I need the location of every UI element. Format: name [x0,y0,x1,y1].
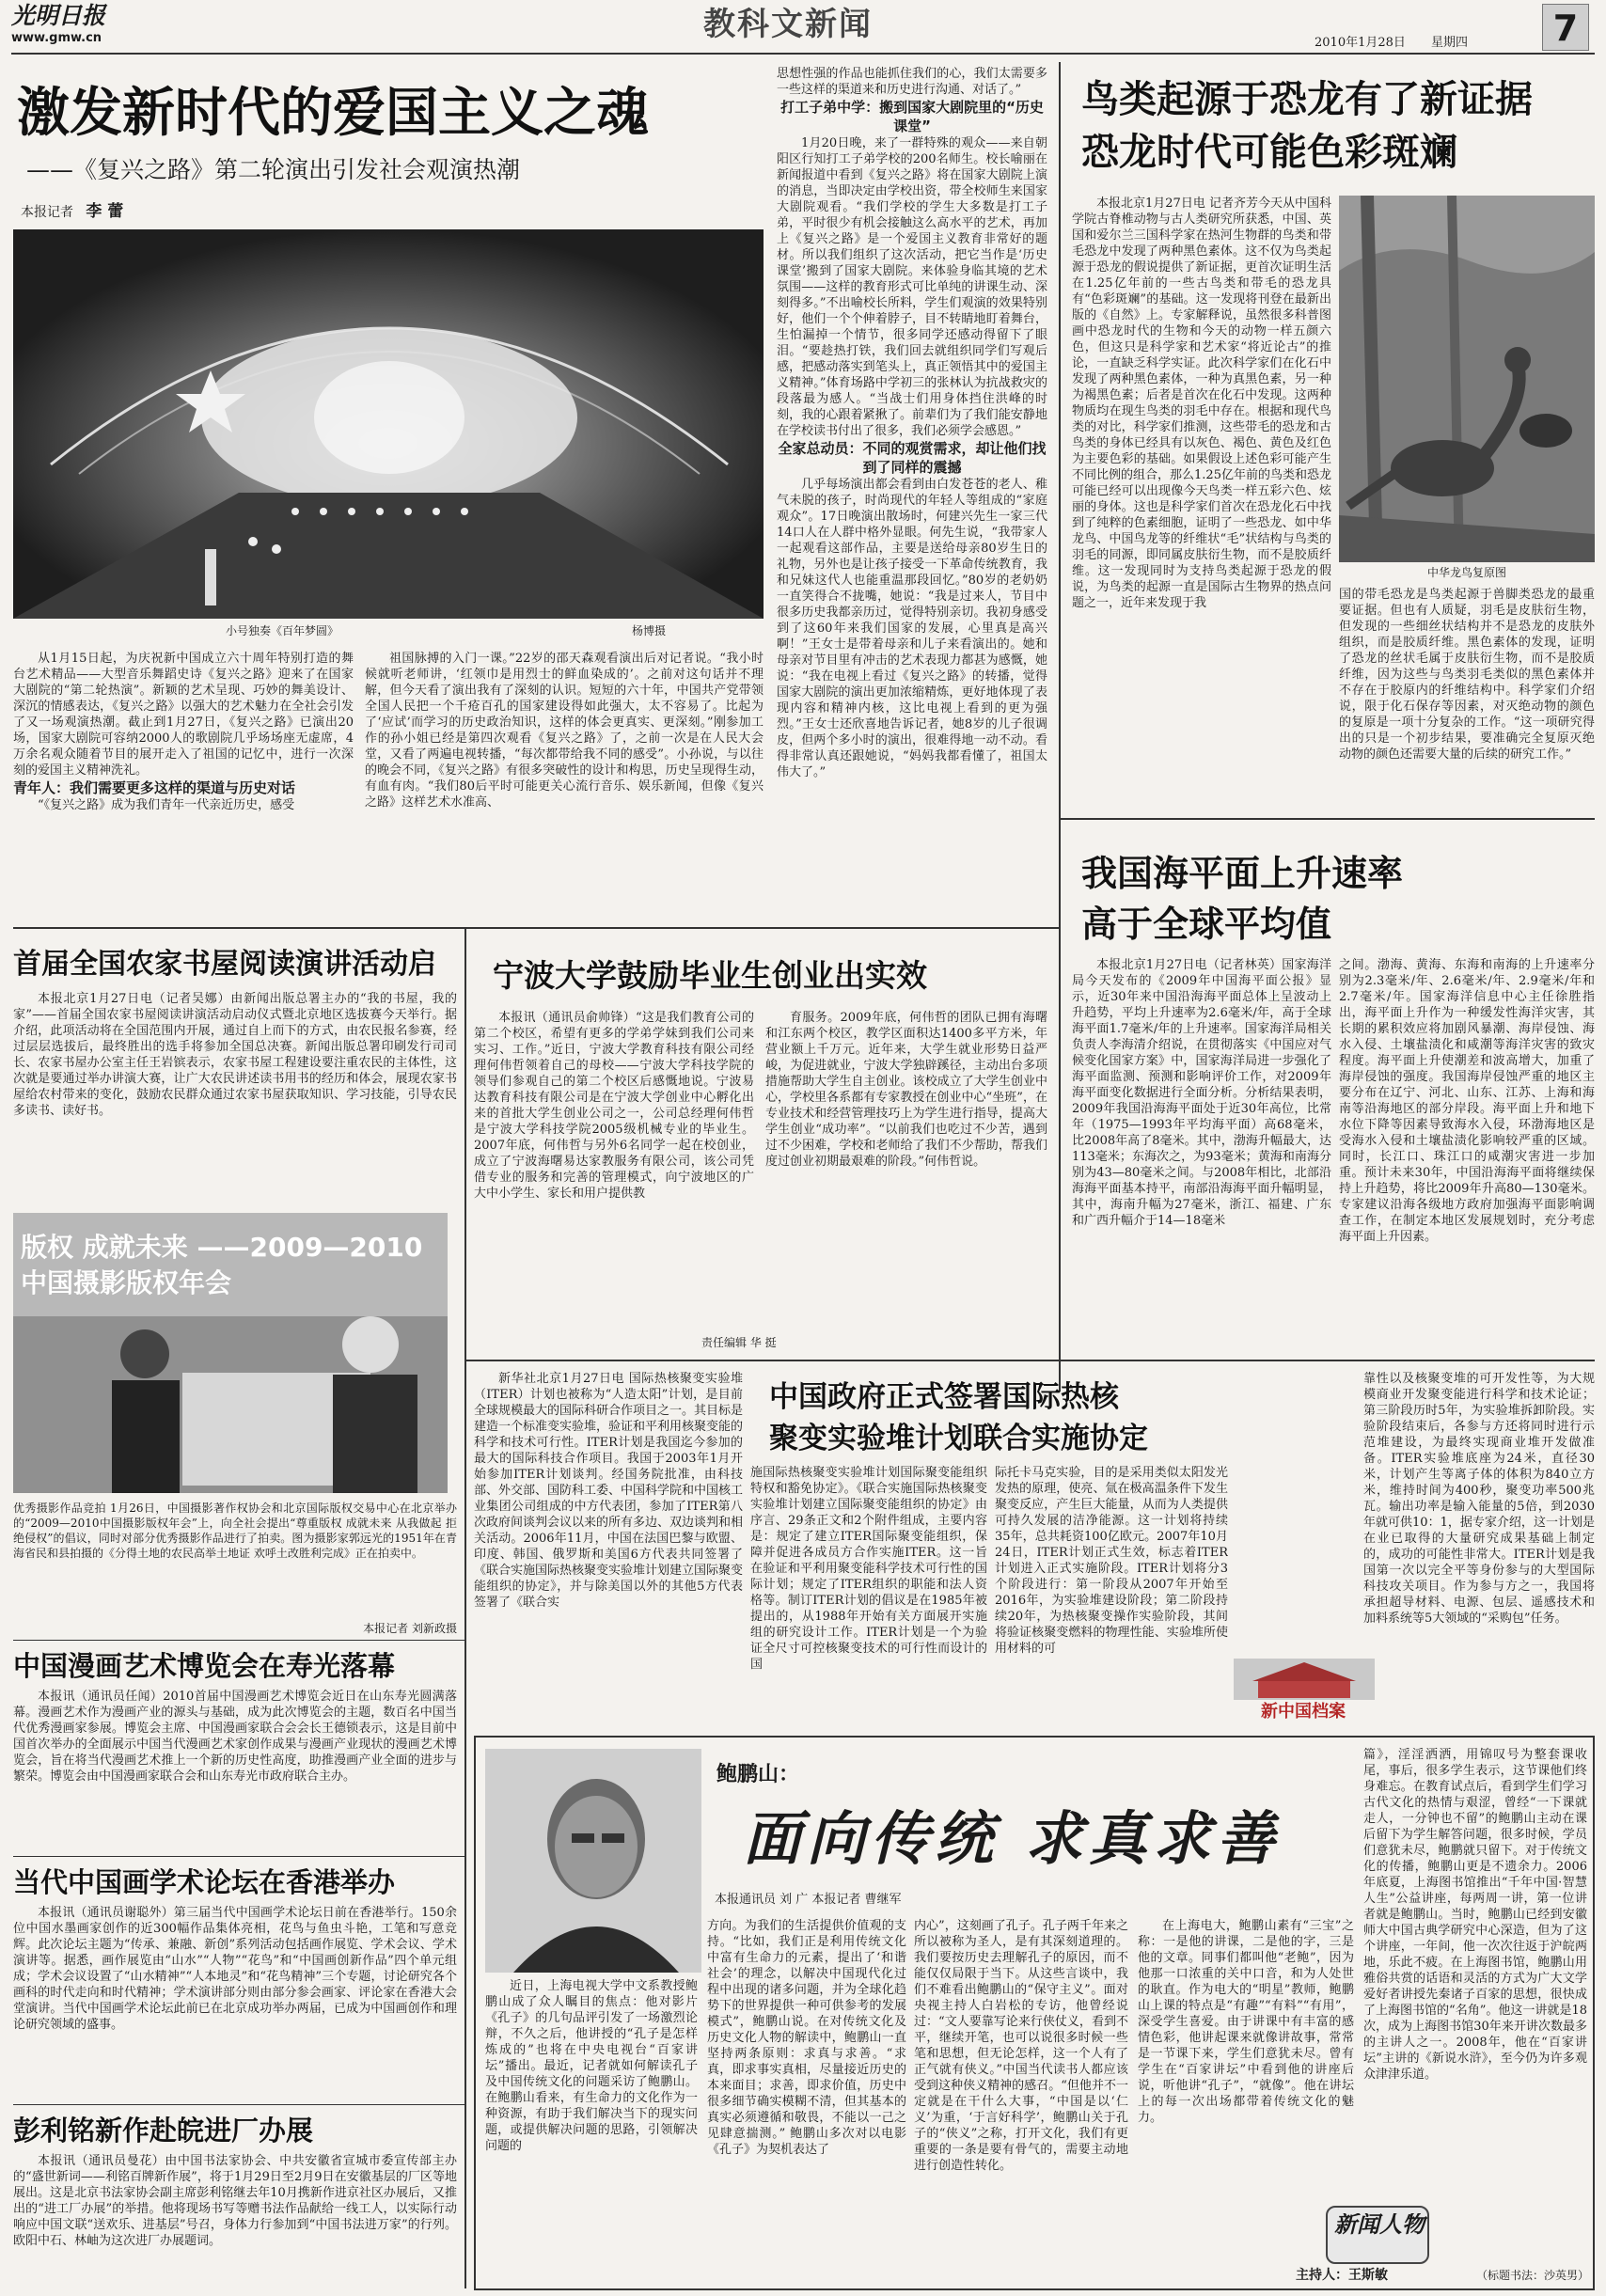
portrait-icon [485,1749,701,1973]
lead-col-1 [13,651,354,920]
section-title: 教科文新闻 [703,6,873,43]
lead-col3c-text: 几乎每场演出都会看到由白发苍苍的老人、稚气未脱的孩子，时尚现代的年轻人等组成的“家庭观众”。17日晚演出散场时，何建兴先生一家三代14口人在人群中格外显眼。何先生说，“我带家人一起观看这部作品，主要是送给母亲80岁生日的礼物，另外也是让孩子接受一下革命传统教育，我和兄妹这代人也能重温那段回忆。”80岁的老奶奶一直笑得合不拢嘴，她说：“我是过来人，节目中很多历史我都亲历过，觉得特别亲切。我初身感受到了这60年来我们国家的发展，心里真是高兴啊！”王女士是带着母亲和儿子来看演出的。她和母亲对节目里有冲击的艺术表现力都甚为感慨，她说：“我在电视上看过《复兴之路》的转播，觉得国家大剧院的演出更加浓缩精炼，更好地体现了表现内容和精神内核，这比电视上看到的更为强烈。”王女士还欣喜地告诉记者，她8岁的儿子很调皮，但两个多小时的演出，很难得地一动不动。看得非常认真还跟她说，“妈妈我都看懂了，祖国太伟大了。” [777,478,1047,779]
masthead [0,0,1606,55]
lead-byline [21,201,303,222]
lead-col2-text: 祖国脉搏的入门一课。”22岁的邵天森观看演出后对记者说。“我小时候就听老师讲，‘红领巾是用烈士的鲜血染成的’。之前对这句话并不理解，但今天看了演出我有了深刻的认识。短短的六十年，中国共产党带领全国人民把一个千疮百孔的国家建设得如此强大，太不容易了。比起为了‘应试’而学习的历史政治知识，这样的体会更真实、更深刻。”刚参加工作的孙小姐已经是第四次观看《复兴之路》了，之前一次是在人民大会堂，又看了两遍电视转播，“每次都带给我不同的感受”。小孙说，与以往的晚会不同，《复兴之路》有很多突破性的设计和构思，历史呈现得生动，有血有肉。“我们80后平时可能更关心流行音乐、娱乐新闻，但像《复兴之路》这样艺术水准高、 [365,652,764,810]
bao-col-1: 近日，上海电视大学中文系教授鲍鹏山成了众人瞩目的焦点：他对影片《孔子》的几句品评引发了一场激烈论辩，不久之后，他讲授的“孔子是怎样炼成的”也将在中央电视台“百家讲坛”播出。最近，记者就如何解读孔子及中国传统文化的问题采访了鲍鹏山。在鲍鹏山看来，有生命力的文化作为一种资源，有助于我们解决当下的现实问题，或提供解决问题的思路，引领解决问题的 [485,1979,698,2153]
sea-title-2: 高于全球平均值 [1081,904,1332,945]
bao-headline: 面向传统 求真求善 [743,1804,1281,1873]
bird-text-2: 国的带毛恐龙是鸟类起源于兽脚类恐龙的最重要证据。但也有人质疑，羽毛是皮肤衍生物，但发现的一些细丝状结构并不是恐龙的皮肤外组织，而是胶质纤维。黑色素体的发现，证明了恐龙的丝状毛属于皮肤衍生物，而不是胶质纤维，因为这些与鸟类羽毛类似的黑色素体并不存在于胶原内的纤维结构中。科学家们介绍说，限于化石保存等因素，对灭绝动物的颜色的复原是一项十分复杂的工作。“这一项研究得出的只是一个初步结果，要准确完全复原灭绝动物的颜色还需要大量的后续的研究工作。” [1339,588,1595,762]
column-host: 主持人：王斯敏 [1296,2268,1388,2283]
auction-photo [13,1213,448,1493]
peng-text: 本报讯（通讯员曼花）由中国书法家协会、中共安徽省宣城市委宣传部主办的“盛世新词——利铭百牌新作展”，将于1月29日至2月9日在安徽基层的厂区等地展出。这是北京书法家协会副主席彭利铭继去年10月携新作进京社区办展后，又推出的“进工厂办展”的举措。他将现场书写等赠书法作品献给一线工人，以实际行动响应中国文联“送欢乐、进基层”号召，身体力行参加到“中国书法进万家”的行列。欧阳中石、林岫为这次进厂办展题词。 [13,2154,457,2248]
archive-label: 新中国档案 [1261,1702,1346,1722]
sea-title-1: 我国海平面上升速率 [1081,853,1404,894]
auction-credit: 本报记者 刘新政摄 [363,1622,457,1635]
lead-col3b-text: 1月20日晚，来了一群特殊的观众——来自朝阳区行知打工子弟学校的200名师生。校长喻丽在新闻报道中看到《复兴之路》将在国家大剧院上演的消息，当即决定由学校出资，带全校师生来国家大剧院观看。“我们学校的学生大多数是打工子弟，平时很少有机会接触这么高水平的艺术，再加上《复兴之路》是一个爱国主义教育非常好的题材。所以我们组织了这次活动，把它当作是‘历史课堂’搬到了国家大剧院。来体验身临其境的艺术氛围——这样的教育形式可比单纯的讲课生动、深刻得多。”不出喻校长所料，学生们观演的效果特别好，他们一个个伸着脖子，目不转睛地盯着舞台，生怕漏掉一个情节，很多同学还感动得留下了眼泪。“要趁热打铁，我们回去就组织同学们写观后感，把感动落实到笔头上，真正领悟其中的爱国主义精神。”体育场路中学初三的张林认为抗战救灾的段落最为感人。“当战士们用身体挡住洪峰的时刻，我的心跟着紧揪了。前辈们为了我们能安静地在学校读书付出了很多，我们必须学会感恩。” [777,136,1047,438]
peng-title: 彭利铭新作赴皖进厂办展 [13,2115,314,2147]
iter-title-2: 聚变实验堆计划联合实施协定 [769,1422,1148,1455]
stage-photo-caption: 小号独奏《百年梦圆》 [225,624,339,637]
issue-date: 2010年1月28日 [1315,36,1406,50]
ningbo-text-1: 本报讯（通讯员俞帅锋）“这是我们教育公司的第二个校区，希望有更多的学弟学妹到我们公司来实习、工作。”近日，宁波大学教育科技有限公司经理何伟哲领着自己的母校——宁波大学科技学院的领导们参观自己的第二个校区后感慨地说。宁波易达教育科技有限公司是在宁波大学创业中心孵化出来的首批大学生创业公司之一，公司总经理何伟哲是宁波大学科技学院2005级机械专业的毕业生。2007年底，何伟哲与另外6名同学一起在校创业，成立了宁波海曙易达家教服务有限公司，该公司凭借专业的服务和完善的管理模式，向宁波地区的广大中小学生、家长和用户提供教 [474,1011,754,1201]
lead-col3-text: 思想性强的作品也能抓住我们的心，我们太需要多一些这样的渠道来和历史进行沟通、对话了。” [777,67,1047,97]
hk-text: 本报讯（通讯员谢聪外）第三届当代中国画学术论坛日前在香港举行。150余位中国水墨画家创作的近300幅作品集体亮相，花鸟与鱼虫斗艳，工笔和写意竞辉。此次论坛主题为“传承、兼融、新创”系列活动包括画作展览、学术会议、学术演讲等。据悉，画作展览由“山水”“人物”“花鸟”和“中国画创新作品”四个单元组成；学术会议设置了“山水精神”“人本地灵”和“花鸟精神”三个专题，讨论研究各个画科的时代走向和时代精神；学术演讲部分则由部分参会画家、评论家在香港大会堂演讲。当代中国画学术论坛此前已在北京成功举办两届，已成为中国画创作和理论研究领域的盛事。 [13,1906,457,2032]
byline-name: 李 蕾 [86,202,124,221]
dinosaur-caption: 中华龙鸟复原图 [1426,566,1506,579]
hk-title: 当代中国画学术论坛在香港举办 [13,1866,396,1898]
iter-col-2: 施国际热核聚变实验堆计划国际聚变能组织特权和豁免协定》。《联合实施国际热核聚变实验堆计划建立国际聚变能组织的协定》由序言、29条正文和2个附件组成，主要内容是：规定了建立ITER国际聚变能组织，保障并促进各成员方合作实施ITER。这一旨在验证和平利用聚变能科学技术可行性的国际计划；规定了ITER组织的职能和法人资格等。制订ITER计划的倡议是在1985年被提出的，从1988年开始有关方面展开实施组的研究设计工作。ITER计划是一个为验证全尺寸可控核聚变技术的可行性而设计的国 [750,1466,987,1672]
lead-para-2: “《复兴之路》成为我们青年一代亲近历史，感受 [38,798,295,812]
lead-subtitle: ——《复兴之路》第二轮演出引发社会观演热潮 [26,156,521,183]
ningbo-text-2: 育服务。2009年底，何伟哲的团队已拥有海曙和江东两个校区，教学区面积达1400多平方米，年营业额上千万元。近年来，大学生就业形势日益严峻，为促进就业，宁波大学独辟蹊径，主动出台多项措施帮助大学生自主创业。该校成立了大学生创业中心，学校里各系都有专家教授在创业中心“坐班”，在专业技术和经营管理技巧上为学生进行指导，提高大学生创业“成功率”。“以前我们也吃过不少苦，遇到过不少困难，学校和老师给了我们不少帮助，帮我们度过创业初期最艰难的阶段。”何伟哲说。 [765,1011,1047,1169]
stage-illustration [13,229,764,619]
newspaper-logo: 光明日报 [11,2,106,29]
bao-col-5: 篇》，淫淫洒洒，用锦叹号为整套课收尾，事后，很多学生表示，这节课他们终身难忘。在教育试点后，看到学生们学习古代文化的热情与艰涩，曾经“一下课就走人，一分钟也不留”的鲍鹏山主动在课后留下为学生解答问题，很多时候，学员们意犹未尽，鲍鹏就只留下。对于传统文化的传播，鲍鹏山更是不遗余力。2006年底夏，上海图书馆推出“千年中国·智慧人生”公益讲座，每两周一讲，第一位讲者就是鲍鹏山。当时，鲍鹏山已经到安徽师大中国古典学研究中心深造，但为了这个讲座，一年间，他一次次往返于沪皖两地，乐此不疲。在上海图书馆，鲍鹏山用雅俗共赏的话语和灵活的方式为广大文学爱好者讲授先秦诸子百家的思想，很快成了上海图书馆的“名角”。他这一讲就是18次，成为上海图书馆30年来开讲次数最多的主讲人之一。2008年，他在“百家讲坛”主讲的《新说水浒》，至今仍为许多观众津津乐道。 [1363,1748,1587,2082]
page-editor: 责任编辑 华 挺 [701,1336,777,1349]
bird-text-1: 本报北京1月27日电 记者齐芳今天从中国科学院古脊椎动物与古人类研究所获悉，中国、英国和爱尔兰三国科学家在热河生物群的鸟类和带毛恐龙中发现了两种黑色素体。这不仅为鸟类起源于恐龙的假说提供了新证据，更首次证明生活在1.25亿年前的一些古鸟类和带毛的恐龙具有“色彩斑斓”的基础。这一发现将刊登在最新出版的《自然》上。专家解释说，虽然很多科普图画中恐龙时代的生物和今天的动物一样五颜六色，但这只是科学家和艺术家“将近论古”的推论，一直缺乏科学实证。此次科学家们在化石中发现了两种黑色素体，一种为真黑色素，另一种为褐黑色素；后者是首次在化石中发现。这两种物质均在现生鸟类的羽毛中存在。根据和现代鸟类的对比，科学家们推测，这些带毛的恐龙和古鸟类的身体已经具有以灰色、褐色、黄色及红色为主要色彩的基础。如果假设上述色彩可能产生不同比例的组合，那么1.25亿年前的鸟类和恐龙可能已经可以出现像今天鸟类一样五彩六色、炫丽的身体。这也是科学家们首次在恐龙化石中找到了纯粹的色素细胞，证明了一些恐龙、如中华龙鸟、中国鸟龙等的纤维状“毛”状结构与鸟类的羽毛的同源，即同属皮肤衍生物，而不是胶质纤维。这一发现同时为支持鸟类起源于恐龙的假说，为鸟类的起源一直是国际古生物界的热点问题之一，近年来发现于我 [1072,197,1331,610]
site-url[interactable]: www.gmw.cn [11,31,102,45]
dinosaur-illustration [1339,196,1595,562]
sea-text-1: 本报北京1月27日电（记者林英）国家海洋局今天发布的《2009年中国海平面公报》显示，近30年来中国沿海海平面总体上呈波动上升趋势，平均上升速率为2.6毫米/年，高于全球海平面1.7毫米/年的上升速率。国家海洋局相关负责人李海清介绍说，在贯彻落实《中国应对气候变化国家方案》中，国家海洋局进一步强化了海平面监测、预测和影响评价工作，对2009年海平面变化数据进行全面分析。分析结果表明，2009年我国沿海海平面处于近30年高位，比常年（1975—1993年平均海平面）高68毫米，比2008年高了8毫米。其中，渤海升幅最大，达113毫米；东海次之，为93毫米；黄海和南海分别为43—80毫米之间。与2008年相比，北部沿海海平面基本持平，南部沿海海平面升幅明显，其中，海南升幅为27毫米，浙江、福建、广东和广西升幅介于14—18毫米 [1072,958,1331,1228]
bird-title-2: 恐龙时代可能色彩斑斓 [1081,131,1457,174]
issue-weekday: 星期四 [1431,36,1469,50]
iter-col-3: 际托卡马克实验，目的是采用类似太阳发光发热的原理，使亮、氚在极高温条件下发生聚变反应，产生巨大能量，从而为人类提供可持久发展的洁净能源。这一计划将持续35年，总共耗资100亿欧元。2007年10月24日，ITER计划正式生效，标志着ITER计划进入正式实施阶段。ITER计划将分3个阶段进行：第一阶段从2007年开始至2016年，为实验堆建设阶段；第二阶段持续20年，为热核聚变操作实验阶段，其间将验证核聚变燃料的物理性能、实验堆所使用材料的可 [995,1466,1228,1656]
dinosaur-icon [1339,196,1595,562]
bao-portrait [485,1749,701,1973]
comic-text: 本报讯（通讯员任闻）2010首届中国漫画艺术博览会近日在山东寿光圆满落幕。漫画艺术作为漫画产业的源头与基础，成为此次博览会的主题，数百名中国当代优秀漫画家参展。博览会主席、中国漫画家联合会会长王德锁表示，这是目前中国首次举办的全面展示中国当代漫画艺术家创作成果与漫画产业现状的漫画艺术博览会，旨在将当代漫画艺术推上一个新的历史性高度，助推漫画产业全面的进步与繁荣。博览会由中国漫画家联合会和山东寿光市政府联合主办。 [13,1690,457,1784]
bird-title-1: 鸟类起源于恐龙有了新证据 [1081,78,1533,121]
bao-byline: 本报通讯员 刘 广 本报记者 曹继军 [715,1893,902,1907]
lead-title: 激发新时代的爱国主义之魂 [17,83,649,144]
iter-col-4: 靠性以及核聚变堆的可开发性等，为大规模商业开发聚变能进行科学和技术论证；第三阶段历时5年，为实验堆拆卸阶段。实验阶段结束后，各参与方还将同时进行示范堆建设，为最终实现商业堆开发做准备。ITER实验堆底座为24米，直径30米，计划产生等离子体的体积为840立方米，维持时间为400秒，聚变功率500兆瓦。输出功率是输入能量的5倍，到2030年就可供10：1，据专家介绍，这一计划是在业已取得的大量研究成果基础上制定的，成功的可能性非常大。ITER计划是我国第一次以完全平等身份参与的大型国际科技攻关项目。作为参与方之一，我国将承担超导材料、电源、包层、遥感技术和加料系统等5大领域的“采购包”任务。 [1363,1372,1595,1626]
byline-label: 本报记者 [21,205,73,220]
bao-col-2: 方向。为我们的生活提供价值观的支持。“比如，我们正是利用传统文化中富有生命力的元素，提出了‘和谐社会’的理念，以解决中国现代化过程中出现的诸多问题，并为全球化趋势下的世界提供一种可供参考的发展模式”，鲍鹏山说。在对传统文化及历史文化人物的解读中，鲍鹏山一直坚持两条原则：求真与求善。“求真，即求事实真相，尽量接近历史的本来面目；求善，即求价值，历史中很多细节确实模糊不清，但其基本的真实必须遵循和敬畏，不能以一己之见肆意揣测。” 鲍鹏山多次对以电影《孔子》为契机表达了 [707,1919,906,2157]
stage-photo [13,229,764,619]
farm-text: 本报北京1月27日电（记者吴娜）由新闻出版总署主办的“我的书屋，我的家”——首届全国农家书屋阅读讲演活动启动仪式暨北京地区选拔赛今天举行。据介绍，此项活动将在全国范围内开展，通过自上而下的方式，由农民报名参赛，经过层层选拔后，最终胜出的选手将参加全国总决赛。新闻出版总署印刷发行司司长、农家书屋办公室主任王岩镔表示，农家书屋工程建设要注重农民的主体性，这次就是要通过举办讲演大赛，让广大农民讲述读书用书的经历和体会，展现农家书屋给农村带来的变化，鼓励农民群众通过农家书屋获取知识、学习技能，引导农民多读书、读好书。 [13,992,457,1118]
lead-subhead-2: 打工子弟中学：搬到国家大剧院里的“历史课堂” [780,99,1044,134]
calligraphy-credit: （标题书法：沙英男） [1475,2269,1589,2282]
bao-col-4: 在上海电大，鲍鹏山素有“三宝”之称：一是他的讲课，二是他的字，三是他的文章。同事们都叫他“老鲍”，因为他那一口浓重的关中口音，和为人处世的耿直。作为电大的“明星”教师，鲍鹏山上课的特点是“有趣”“有料”“有用”，深受学生喜爱。由于讲课中有丰富的感情色彩，他讲起课来就像讲故事，常常是一节课下来，学生们意犹未尽。曾有学生在“百家讲坛”中看到他的讲座后说，听他讲“孔子”，“就像”。他在讲坛上的每一次出场都带着传统文化的魅力。 [1138,1919,1354,2125]
archive-badge [1224,1655,1382,1724]
stage-photo-credit: 杨博摄 [631,624,666,637]
lead-col-2 [365,651,764,920]
farm-title: 首届全国农家书屋阅读演讲活动启 [13,948,436,981]
iter-col-1: 新华社北京1月27日电 国际热核聚变实验堆（ITER）计划也被称为“人造太阳”计划，是目前全球规模最大的国际科研合作项目之一。其目标是建造一个标准变实验堆，验证和平利用核聚变能的科学和技术可行性。ITER计划是我国迄今参加的最大的国际科技合作项目。我国于2003年1月开始参加ITER计划谈判。经国务院批准，由科技部、外交部、国防科工委、中国科学院和中国核工业集团公司组成的中方代表团，参加了ITER第八次政府间谈判会议以来的所有多边、双边谈判和相关活动。2006年11月，中国在法国巴黎与欧盟、印度、韩国、俄罗斯和美国6方代表共同签署了《联合实施国际热核聚变实验堆计划建立国际聚变能组织的协定》，并与除美国以外的其他5方代表签署了《联合实 [474,1372,743,1610]
lead-subhead-1: 青年人：我们需要更多这样的渠道与历史对话 [13,779,296,796]
bao-col-3: 内心”，这刻画了孔子。孔子两千年来之所以被称为圣人，是有其深刻道理的。我们要按历史去理解孔子的原因，而不能仅仅局限于当下。从这些言谈中，我们不难看出鲍鹏山的“保守主义”。面对央视主持人白岩松的专访，他曾经说过：“文人要靠写论来行侠仗义，看到不平，继续开笔，也可以说很多时候一些笔和思想，但无论怎样，这一个人有了正气就有侠义。”中国当代读书人都应该受到这种侠义精神的感召。“但他并不一定就是在干什么大事，“中国是以‘仁义’为重，‘于言好科学’，鲍鹏山关于孔子的“侠义”之称，打开文化，我们有更重要的一条是要有骨气的，需要主动地进行创造性转化。 [914,1919,1128,2173]
lead-col-3 [777,66,1047,923]
lead-subhead-3: 全家总动员：不同的观赏需求，却让他们找到了同样的震撼 [778,440,1047,476]
iter-title-1: 中国政府正式签署国际热核 [769,1380,1119,1414]
sea-text-2: 之间。渤海、黄海、东海和南海的上升速率分别为2.3毫米/年、2.6毫米/年、2.9毫米/年和2.7毫米/年。国家海洋信息中心主任徐胜指出，海平面上升作为一种缓发性海洋灾害，其长期的累积效应将加剧风暴潮、海岸侵蚀、海水入侵、土壤盐渍化和咸潮等海洋灾害的致灾程度。海平面上升使潮差和波高增大，加重了海岸侵蚀的强度。我国海岸侵蚀严重的地区主要分布在辽宁、河北、山东、江苏、上海和海南等沿海地区的部分岸段。海平面上升和地下水位下降等因素导致海水入侵，环渤海地区是受海水入侵和土壤盐渍化影响较严重的区域。同时，长江口、珠江口的咸潮灾害进一步加重。预计未来30年，中国沿海海平面将继续保持上升趋势，将比2009年升高80—130毫米。专家建议沿海各级地方政府加强海平面影响调查工作，在制定本地区发展规划时，充分考虑海平面上升因素。 [1339,958,1595,1244]
page-number: 7 [1542,4,1589,51]
news-figure-label: 新闻人物 [1334,2213,1425,2238]
auction-banner-text: 版权 成就未来 ——2009—2010中国摄影版权年会 [21,1232,423,1298]
ningbo-title: 宁波大学鼓励毕业生创业出实效 [493,957,927,994]
bao-kicker: 鲍鹏山： [716,1763,800,1786]
lead-para-1: 从1月15日起，为庆祝新中国成立六十周年特别打造的舞台艺术精品——大型音乐舞蹈史诗《复兴之路》迎来了在国家大剧院的“第二轮热演”。新颖的艺术呈现、巧妙的舞美设计、深沉的情感表达，《复兴之路》以强大的艺术魅力在全社会引发了又一场观演热潮。截止到1月27日，《复兴之路》已演出20场，国家大剧院可容纳2000人的歌剧院几乎场场座无虚席，4万余名观众随着节目的展开走入了祖国的记忆中，进行一次深刻的爱国主义精神洗礼。 [13,652,354,778]
comic-title: 中国漫画艺术博览会在寿光落幕 [13,1650,396,1682]
auction-caption: 优秀摄影作品竞拍 1月26日，中国摄影著作权协会和北京国际版权交易中心在北京举办的“2009—2010中国摄影版权年会”上，向全社会提出“尊重版权 成就未来 从我做起 拒绝侵权”的倡议，同时对部分优秀摄影作品进行了拍卖。图为摄影家郭远光的1951年在青海省民和县拍摄的《分得土地的农民高举土地证 欢呼土改胜利完成》正在拍卖中。 [13,1502,457,1560]
